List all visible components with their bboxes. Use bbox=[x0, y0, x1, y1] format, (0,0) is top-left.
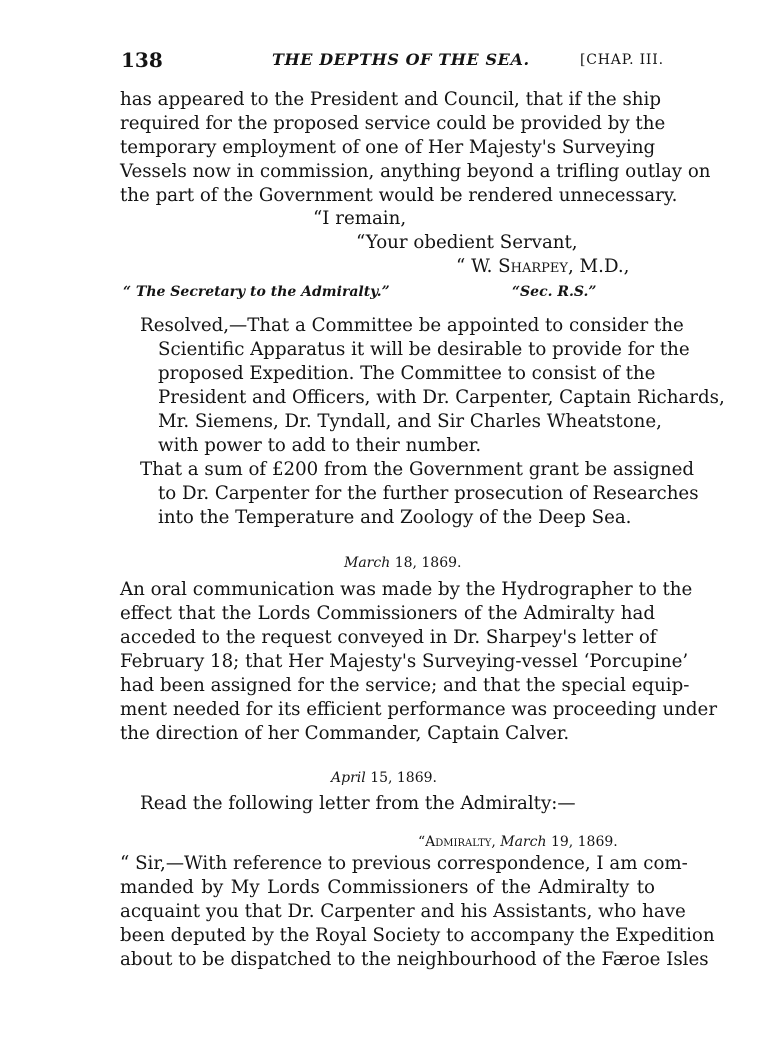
letter-line: been deputed by the Royal Society to accompany the Expedition bbox=[120, 925, 715, 946]
text-line: the part of the Government would be rendered unnecessary. bbox=[120, 185, 678, 206]
signature-degree: M.D., bbox=[579, 256, 630, 277]
grant-line: into the Temperature and Zoology of the Deep Sea. bbox=[158, 507, 632, 528]
resolution-line: Mr. Siemens, Dr. Tyndall, and Sir Charles Wheatstone, bbox=[158, 411, 662, 432]
chapter-marker: [CHAP. III. bbox=[580, 52, 664, 68]
closing-servant: “Your obedient Servant, bbox=[356, 232, 578, 253]
resolution-line: with power to add to their number. bbox=[158, 435, 482, 456]
resolution-line: proposed Expedition. The Committee to consist of the bbox=[158, 363, 656, 384]
resolution-line: Resolved,—That a Committee be appointed to consider the bbox=[140, 315, 684, 336]
grant-line: to Dr. Carpenter for the further prosecution of Researches bbox=[158, 483, 699, 504]
signature-name: Sharpey, bbox=[498, 256, 574, 277]
text-line: temporary employment of one of Her Majesty's Surveying bbox=[120, 137, 656, 158]
entry-date-april: April 15, 1869. bbox=[331, 770, 437, 786]
entry-date-march: March 18, 1869. bbox=[344, 555, 462, 571]
running-title: THE DEPTHS OF THE SEA. bbox=[272, 50, 530, 69]
signature-open: “ W. bbox=[456, 256, 493, 277]
text-line: required for the proposed service could be provided by the bbox=[120, 113, 666, 134]
grant-line: That a sum of £200 from the Government grant be assigned bbox=[140, 459, 694, 480]
letter-line: manded by My Lords Commissioners of the Admiralty to bbox=[120, 877, 655, 898]
letter-dateline: “Admiralty, March 19, 1869. bbox=[418, 834, 618, 850]
closing-remain: “I remain, bbox=[313, 208, 407, 229]
read-line: Read the following letter from the Admiralty:— bbox=[140, 793, 576, 814]
letter-line: acquaint you that Dr. Carpenter and his Assistants, who have bbox=[120, 901, 686, 922]
text-line: Vessels now in commission, anything beyond a trifling outlay on bbox=[120, 161, 711, 182]
resolution-line: Scientific Apparatus it will be desirable to provide for the bbox=[158, 339, 690, 360]
resolution-line: President and Officers, with Dr. Carpenter, Captain Richards, bbox=[158, 387, 725, 408]
paragraph-line: ment needed for its efficient performance was proceeding under bbox=[120, 699, 718, 720]
text-line: has appeared to the President and Council, that if the ship bbox=[120, 89, 661, 110]
signature bbox=[456, 255, 629, 279]
paragraph-line: the direction of her Commander, Captain Calver. bbox=[120, 723, 570, 744]
addressee: “ The Secretary to the Admiralty.” bbox=[123, 284, 390, 300]
letter-line: “ Sir,—With reference to previous correspondence, I am com- bbox=[120, 853, 688, 874]
paragraph-line: effect that the Lords Commissioners of the Admiralty had bbox=[120, 603, 655, 624]
letter-line: about to be dispatched to the neighbourhood of the Færoe Isles bbox=[120, 949, 709, 970]
paragraph-line: had been assigned for the service; and that the special equip- bbox=[120, 675, 690, 696]
paragraph-line: February 18; that Her Majesty's Surveying-vessel ‘Porcupine’ bbox=[120, 651, 689, 672]
paragraph-line: An oral communication was made by the Hydrographer to the bbox=[120, 579, 693, 600]
signatory-office: “Sec. R.S.” bbox=[512, 284, 597, 300]
page-number: 138 bbox=[121, 48, 163, 72]
paragraph-line: acceded to the request conveyed in Dr. Sharpey's letter of bbox=[120, 627, 657, 648]
